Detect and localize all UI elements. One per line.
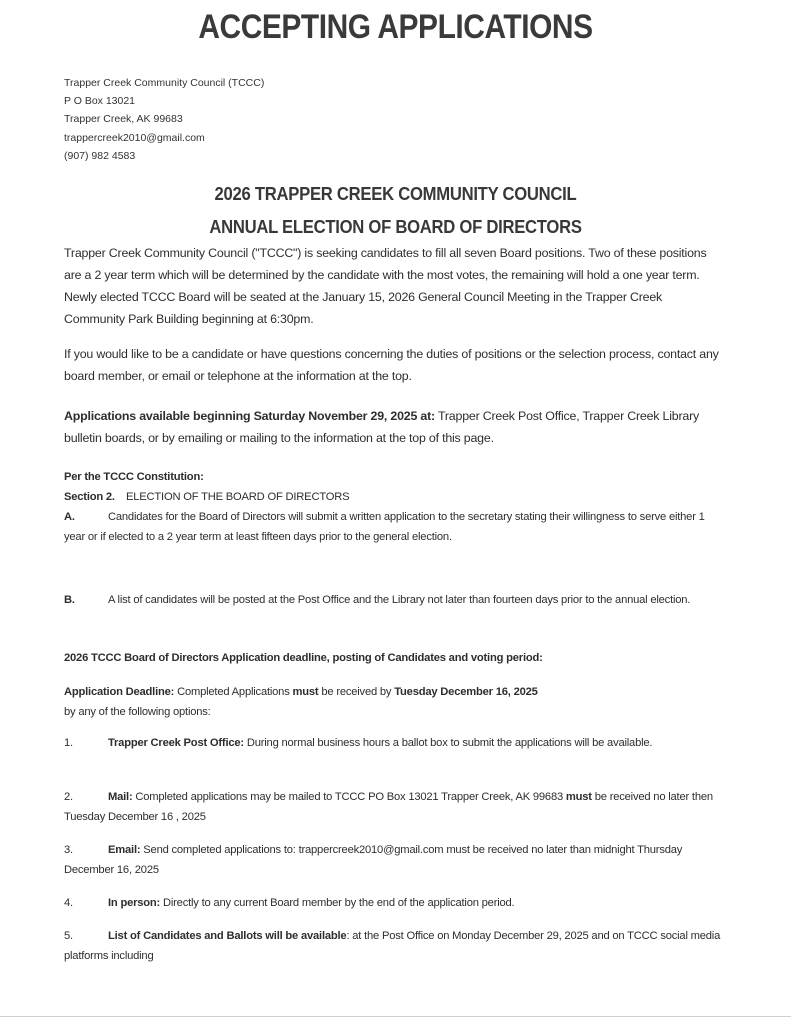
contact-paragraph: If you would like to be a candidate or have questions concerning the duties of positions or the selection process, contact any board member, or email or telephone at the information at the top.: [64, 347, 719, 383]
contact-email: trappercreek2010@gmail.com: [64, 131, 205, 144]
option-label: Mail:: [108, 791, 133, 803]
option-item: [64, 926, 724, 966]
option-number: 1.: [64, 737, 73, 749]
option-number: 5.: [64, 930, 73, 942]
option-number: 3.: [64, 844, 73, 856]
contact-phone: (907) 982 4583: [64, 149, 136, 162]
option-label: Email:: [108, 844, 141, 856]
city-state-zip: Trapper Creek, AK 99683: [64, 113, 183, 126]
intro-paragraph: Trapper Creek Community Council ("TCCC") is seeking candidates to fill all seven Board positions. Two of these positions are a 2 year term which will be determined by the candidate with the most votes, the remaining will hold a one year term. Newly elected TCCC Board will be seated at the January 15, 2026 General Council Meeting in the Trapper Creek Community Park Building beginning at 6:30pm.: [64, 246, 707, 326]
option-label: In person:: [108, 897, 161, 909]
option-item: 2. Mail: Completed applications may be mailed to TCCC PO Box 13021 Trapper Creek, AK 99683 must be received no later then Tuesday December 16 , 2025: [64, 787, 724, 827]
constitution-label: Per the TCCC Constitution:: [64, 471, 204, 483]
contact-address-block: [64, 74, 264, 165]
clause-letter: A.: [64, 511, 75, 523]
option-text: Directly to any current Board member by the end of the application period.: [160, 897, 515, 909]
option-number: 4.: [64, 897, 73, 909]
clause-text: Candidates for the Board of Directors will submit a written application to the secretary stating their willingness to serve either 1 year or if elected to a 2 year term at least fifteen days prior to the general election.: [64, 511, 705, 543]
application-deadline: Application Deadline: Completed Applications must be received by Tuesday December 16, 2025 by any of the following options:: [64, 682, 724, 722]
deadline-heading: 2026 TCCC Board of Directors Application deadline, posting of Candidates and voting period:: [64, 652, 543, 664]
section-title: ELECTION OF THE BOARD OF DIRECTORS: [126, 491, 350, 503]
section-heading-election: ANNUAL ELECTION OF BOARD OF DIRECTORS: [209, 216, 582, 237]
clause-a: [64, 507, 724, 547]
option-text: : at the Post Office on Monday December 29, 2025 and on TCCC social media platforms including: [64, 930, 721, 962]
deadline-label: Application Deadline:: [64, 686, 175, 698]
org-name: Trapper Creek Community Council (TCCC): [64, 77, 265, 89]
constitution-section: [64, 487, 724, 507]
section-number: Section 2.: [64, 491, 115, 503]
option-text: During normal business hours a ballot box to submit the applications will be available.: [243, 737, 653, 749]
option-text: Send completed applications to: trappercreek2010@gmail.com must be received no later than midnight Thursday December 16, 2025: [64, 844, 683, 876]
option-item: [64, 893, 724, 913]
section-heading-council: 2026 TRAPPER CREEK COMMUNITY COUNCIL: [214, 183, 577, 204]
page-bottom-edge: [0, 1016, 791, 1017]
po-box: P O Box 13021: [64, 95, 136, 108]
clause-text: A list of candidates will be posted at the Post Office and the Library not later than fourteen days prior to the annual election.: [108, 594, 691, 606]
availability-label: Applications available beginning Saturday November 29, 2025 at:: [64, 409, 435, 423]
page-title: ACCEPTING APPLICATIONS: [198, 8, 593, 46]
clause-b: [64, 590, 724, 610]
availability-text: Trapper Creek Post Office, Trapper Creek Library bulletin boards, or by emailing or mailing to the information at the top of this page.: [64, 409, 700, 445]
clause-letter: B.: [64, 594, 75, 606]
option-label: Trapper Creek Post Office:: [108, 737, 244, 749]
availability-paragraph: [64, 405, 724, 449]
option-number: 2.: [64, 791, 73, 803]
option-label: List of Candidates and Ballots will be available: [108, 930, 347, 942]
deadline-date: Tuesday December 16, 2025: [394, 686, 538, 698]
option-item: [64, 840, 724, 880]
deadline-followup: by any of the following options:: [64, 706, 211, 718]
option-item: [64, 733, 724, 753]
